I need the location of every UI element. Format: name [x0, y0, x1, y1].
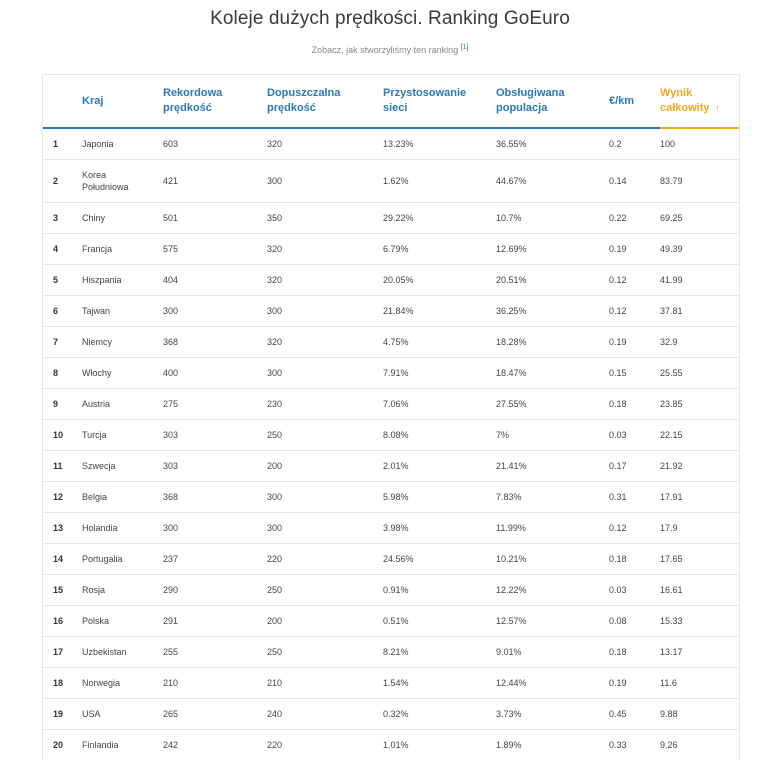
- cell-allowed-speed: 300: [267, 295, 383, 326]
- cell-population: 12.57%: [496, 605, 609, 636]
- cell-score: 17.91: [660, 481, 739, 512]
- cell-country: [82, 698, 163, 729]
- cell-population: 36.55%: [496, 128, 609, 159]
- table-body: [43, 128, 739, 760]
- cell-rank: 12: [43, 481, 82, 512]
- column-header-allowed-speed[interactable]: [267, 75, 383, 128]
- ranking-table: [43, 75, 739, 760]
- cell-allowed-speed: 250: [267, 636, 383, 667]
- cell-network: 4.75%: [383, 326, 496, 357]
- cell-price: 0.22: [609, 202, 660, 233]
- cell-record-speed: 242: [163, 729, 267, 760]
- cell-population: 20.51%: [496, 264, 609, 295]
- column-header-score[interactable]: [660, 75, 739, 128]
- table-row: [43, 295, 739, 326]
- page-title: Koleje dużych prędkości. Ranking GoEuro: [210, 8, 570, 29]
- cell-record-speed: 400: [163, 357, 267, 388]
- cell-allowed-speed: 320: [267, 233, 383, 264]
- cell-population: 36.25%: [496, 295, 609, 326]
- cell-network: 0.51%: [383, 605, 496, 636]
- table-row: [43, 388, 739, 419]
- country-name-line: Włochy: [82, 367, 112, 378]
- cell-price: 0.19: [609, 233, 660, 264]
- cell-rank: 18: [43, 667, 82, 698]
- cell-country: [82, 574, 163, 605]
- cell-rank: 13: [43, 512, 82, 543]
- country-name-line: Uzbekistan: [82, 646, 127, 657]
- cell-record-speed: 303: [163, 450, 267, 481]
- cell-score: 41.99: [660, 264, 739, 295]
- cell-rank: 7: [43, 326, 82, 357]
- cell-country: [82, 159, 163, 202]
- country-name-line: Chiny: [82, 212, 106, 223]
- cell-record-speed: 603: [163, 128, 267, 159]
- cell-record-speed: 501: [163, 202, 267, 233]
- cell-population: 7.83%: [496, 481, 609, 512]
- cell-population: 3.73%: [496, 698, 609, 729]
- cell-score: 11.6: [660, 667, 739, 698]
- country-name-line: Belgia: [82, 491, 108, 502]
- cell-record-speed: 421: [163, 159, 267, 202]
- column-header-country[interactable]: [82, 75, 163, 128]
- table-row: [43, 543, 739, 574]
- cell-price: 0.08: [609, 605, 660, 636]
- country-name-line: Holandia: [82, 522, 118, 533]
- cell-country: [82, 295, 163, 326]
- country-name-line: Portugalia: [82, 553, 123, 564]
- table-row: [43, 326, 739, 357]
- cell-network: 7.91%: [383, 357, 496, 388]
- cell-population: 12.44%: [496, 667, 609, 698]
- cell-network: 29.22%: [383, 202, 496, 233]
- cell-allowed-speed: 320: [267, 326, 383, 357]
- cell-population: 10.7%: [496, 202, 609, 233]
- cell-allowed-speed: 300: [267, 159, 383, 202]
- cell-rank: 3: [43, 202, 82, 233]
- cell-score: 21.92: [660, 450, 739, 481]
- cell-record-speed: 265: [163, 698, 267, 729]
- table-row: [43, 481, 739, 512]
- cell-allowed-speed: 320: [267, 128, 383, 159]
- cell-rank: 9: [43, 388, 82, 419]
- cell-allowed-speed: 300: [267, 481, 383, 512]
- cell-allowed-speed: 220: [267, 729, 383, 760]
- cell-record-speed: 300: [163, 512, 267, 543]
- column-header-label: Przystosowanie: [383, 87, 467, 99]
- cell-allowed-speed: 220: [267, 543, 383, 574]
- country-name-line: Rosja: [82, 584, 106, 595]
- cell-rank: 16: [43, 605, 82, 636]
- cell-price: 0.31: [609, 481, 660, 512]
- cell-allowed-speed: 320: [267, 264, 383, 295]
- cell-score: 49.39: [660, 233, 739, 264]
- column-header-label: prędkość: [267, 102, 316, 114]
- cell-price: 0.33: [609, 729, 660, 760]
- column-header-population[interactable]: [496, 75, 609, 128]
- cell-population: 18.28%: [496, 326, 609, 357]
- cell-country: [82, 667, 163, 698]
- cell-country: [82, 512, 163, 543]
- cell-score: 17.65: [660, 543, 739, 574]
- cell-country: [82, 202, 163, 233]
- cell-country: [82, 357, 163, 388]
- sort-ascending-icon: ↑: [714, 103, 720, 114]
- table-row: [43, 264, 739, 295]
- table-row: [43, 667, 739, 698]
- cell-rank: 5: [43, 264, 82, 295]
- cell-price: 0.19: [609, 326, 660, 357]
- table-row: [43, 357, 739, 388]
- cell-price: 0.12: [609, 295, 660, 326]
- cell-population: 10.21%: [496, 543, 609, 574]
- cell-rank: 14: [43, 543, 82, 574]
- column-header-label: Obsługiwana: [496, 87, 565, 99]
- cell-population: 44.67%: [496, 159, 609, 202]
- column-header-price[interactable]: [609, 75, 660, 128]
- cell-network: 3.98%: [383, 512, 496, 543]
- cell-rank: 20: [43, 729, 82, 760]
- cell-population: 18.47%: [496, 357, 609, 388]
- table-row: [43, 698, 739, 729]
- cell-price: 0.12: [609, 264, 660, 295]
- table-row: [43, 233, 739, 264]
- cell-country: [82, 636, 163, 667]
- methodology-footnote-link[interactable]: [1]: [460, 44, 469, 51]
- cell-score: 100: [660, 128, 739, 159]
- cell-record-speed: 368: [163, 326, 267, 357]
- column-header-network[interactable]: [383, 75, 496, 128]
- cell-network: 0.91%: [383, 574, 496, 605]
- cell-price: 0.45: [609, 698, 660, 729]
- cell-price: 0.12: [609, 512, 660, 543]
- table-row: [43, 159, 739, 202]
- column-header-label: Dopuszczalna: [267, 87, 341, 99]
- table-row: [43, 512, 739, 543]
- table-row: [43, 202, 739, 233]
- country-name-line: Hiszpania: [82, 274, 122, 285]
- cell-price: 0.18: [609, 388, 660, 419]
- cell-allowed-speed: 200: [267, 605, 383, 636]
- table-row: [43, 128, 739, 159]
- cell-price: 0.15: [609, 357, 660, 388]
- cell-record-speed: 237: [163, 543, 267, 574]
- cell-network: 13.23%: [383, 128, 496, 159]
- cell-score: 37.81: [660, 295, 739, 326]
- cell-rank: 1: [43, 128, 82, 159]
- cell-score: 22.15: [660, 419, 739, 450]
- country-name-line: Polska: [82, 615, 110, 626]
- cell-allowed-speed: 210: [267, 667, 383, 698]
- cell-network: 6.79%: [383, 233, 496, 264]
- cell-score: 69.25: [660, 202, 739, 233]
- cell-score: 13.17: [660, 636, 739, 667]
- cell-price: 0.18: [609, 543, 660, 574]
- column-header-record-speed[interactable]: [163, 75, 267, 128]
- column-header-label: sieci: [383, 102, 408, 114]
- cell-network: 8.08%: [383, 419, 496, 450]
- cell-score: 83.79: [660, 159, 739, 202]
- country-name-line: Tajwan: [82, 305, 111, 316]
- cell-rank: 15: [43, 574, 82, 605]
- table-row: [43, 574, 739, 605]
- cell-country: [82, 419, 163, 450]
- cell-country: [82, 450, 163, 481]
- cell-rank: 11: [43, 450, 82, 481]
- cell-country: [82, 233, 163, 264]
- table-row: [43, 636, 739, 667]
- cell-population: 7%: [496, 419, 609, 450]
- cell-network: 8.21%: [383, 636, 496, 667]
- cell-record-speed: 303: [163, 419, 267, 450]
- table-row: [43, 729, 739, 760]
- cell-allowed-speed: 250: [267, 574, 383, 605]
- cell-network: 24.56%: [383, 543, 496, 574]
- cell-population: 9.01%: [496, 636, 609, 667]
- subtitle: [0, 44, 780, 55]
- column-header-label: całkowity ↑: [660, 102, 720, 114]
- cell-country: [82, 543, 163, 574]
- cell-rank: 19: [43, 698, 82, 729]
- cell-country: [82, 605, 163, 636]
- country-name-line: Francja: [82, 243, 113, 254]
- cell-price: 0.2: [609, 128, 660, 159]
- country-name-line: Finlandia: [82, 739, 119, 750]
- cell-allowed-speed: 250: [267, 419, 383, 450]
- cell-score: 9.88: [660, 698, 739, 729]
- cell-population: 21.41%: [496, 450, 609, 481]
- cell-score: 16.61: [660, 574, 739, 605]
- cell-price: 0.14: [609, 159, 660, 202]
- table-row: [43, 419, 739, 450]
- cell-network: 20.05%: [383, 264, 496, 295]
- country-name-line: Japonia: [82, 138, 114, 149]
- column-header-label: Rekordowa: [163, 87, 223, 99]
- cell-score: 25.55: [660, 357, 739, 388]
- cell-population: 1.89%: [496, 729, 609, 760]
- cell-network: 7.06%: [383, 388, 496, 419]
- cell-country: [82, 264, 163, 295]
- cell-record-speed: 290: [163, 574, 267, 605]
- cell-record-speed: 404: [163, 264, 267, 295]
- cell-population: 27.55%: [496, 388, 609, 419]
- cell-allowed-speed: 300: [267, 512, 383, 543]
- cell-score: 9.26: [660, 729, 739, 760]
- country-name-line: USA: [82, 708, 101, 719]
- cell-rank: 10: [43, 419, 82, 450]
- table-row: [43, 450, 739, 481]
- column-header-label: Wynik: [660, 87, 693, 99]
- cell-network: 2.01%: [383, 450, 496, 481]
- cell-record-speed: 275: [163, 388, 267, 419]
- cell-allowed-speed: 200: [267, 450, 383, 481]
- cell-score: 23.85: [660, 388, 739, 419]
- cell-record-speed: 210: [163, 667, 267, 698]
- cell-country: [82, 128, 163, 159]
- column-header-label: Kraj: [82, 94, 104, 107]
- cell-country: [82, 729, 163, 760]
- cell-price: 0.18: [609, 636, 660, 667]
- cell-record-speed: 300: [163, 295, 267, 326]
- cell-allowed-speed: 230: [267, 388, 383, 419]
- cell-score: 32.9: [660, 326, 739, 357]
- cell-network: 1.62%: [383, 159, 496, 202]
- subtitle-text: Zobacz, jak stworzyliśmy ten ranking: [311, 45, 459, 55]
- cell-rank: 6: [43, 295, 82, 326]
- cell-population: 12.69%: [496, 233, 609, 264]
- cell-record-speed: 575: [163, 233, 267, 264]
- cell-price: 0.03: [609, 419, 660, 450]
- cell-allowed-speed: 240: [267, 698, 383, 729]
- table-row: [43, 605, 739, 636]
- country-name-line: Norwegia: [82, 677, 121, 688]
- cell-price: 0.19: [609, 667, 660, 698]
- column-header-label: prędkość: [163, 102, 212, 114]
- cell-country: [82, 326, 163, 357]
- cell-score: 15.33: [660, 605, 739, 636]
- country-name-line: Austria: [82, 398, 111, 409]
- cell-network: 21.84%: [383, 295, 496, 326]
- cell-country: [82, 481, 163, 512]
- table-header-row: [43, 75, 739, 128]
- cell-network: 0.32%: [383, 698, 496, 729]
- cell-rank: 8: [43, 357, 82, 388]
- country-name-line: Korea: [82, 169, 107, 180]
- column-header-rank: [43, 75, 82, 128]
- ranking-table-container: [42, 74, 740, 760]
- cell-rank: 17: [43, 636, 82, 667]
- country-name-line: Południowa: [82, 181, 129, 192]
- cell-rank: 2: [43, 159, 82, 202]
- cell-record-speed: 291: [163, 605, 267, 636]
- country-name-line: Turcja: [82, 429, 107, 440]
- cell-score: 17.9: [660, 512, 739, 543]
- cell-network: 1.54%: [383, 667, 496, 698]
- cell-record-speed: 368: [163, 481, 267, 512]
- cell-price: 0.03: [609, 574, 660, 605]
- cell-price: 0.17: [609, 450, 660, 481]
- cell-allowed-speed: 300: [267, 357, 383, 388]
- cell-allowed-speed: 350: [267, 202, 383, 233]
- country-name-line: Niemcy: [82, 336, 113, 347]
- cell-population: 11.99%: [496, 512, 609, 543]
- column-header-label: populacja: [496, 102, 548, 114]
- cell-rank: 4: [43, 233, 82, 264]
- cell-record-speed: 255: [163, 636, 267, 667]
- cell-network: 5.98%: [383, 481, 496, 512]
- country-name-line: Szwecja: [82, 460, 116, 471]
- column-header-label: €/km: [609, 94, 635, 107]
- cell-population: 12.22%: [496, 574, 609, 605]
- cell-country: [82, 388, 163, 419]
- cell-network: 1.01%: [383, 729, 496, 760]
